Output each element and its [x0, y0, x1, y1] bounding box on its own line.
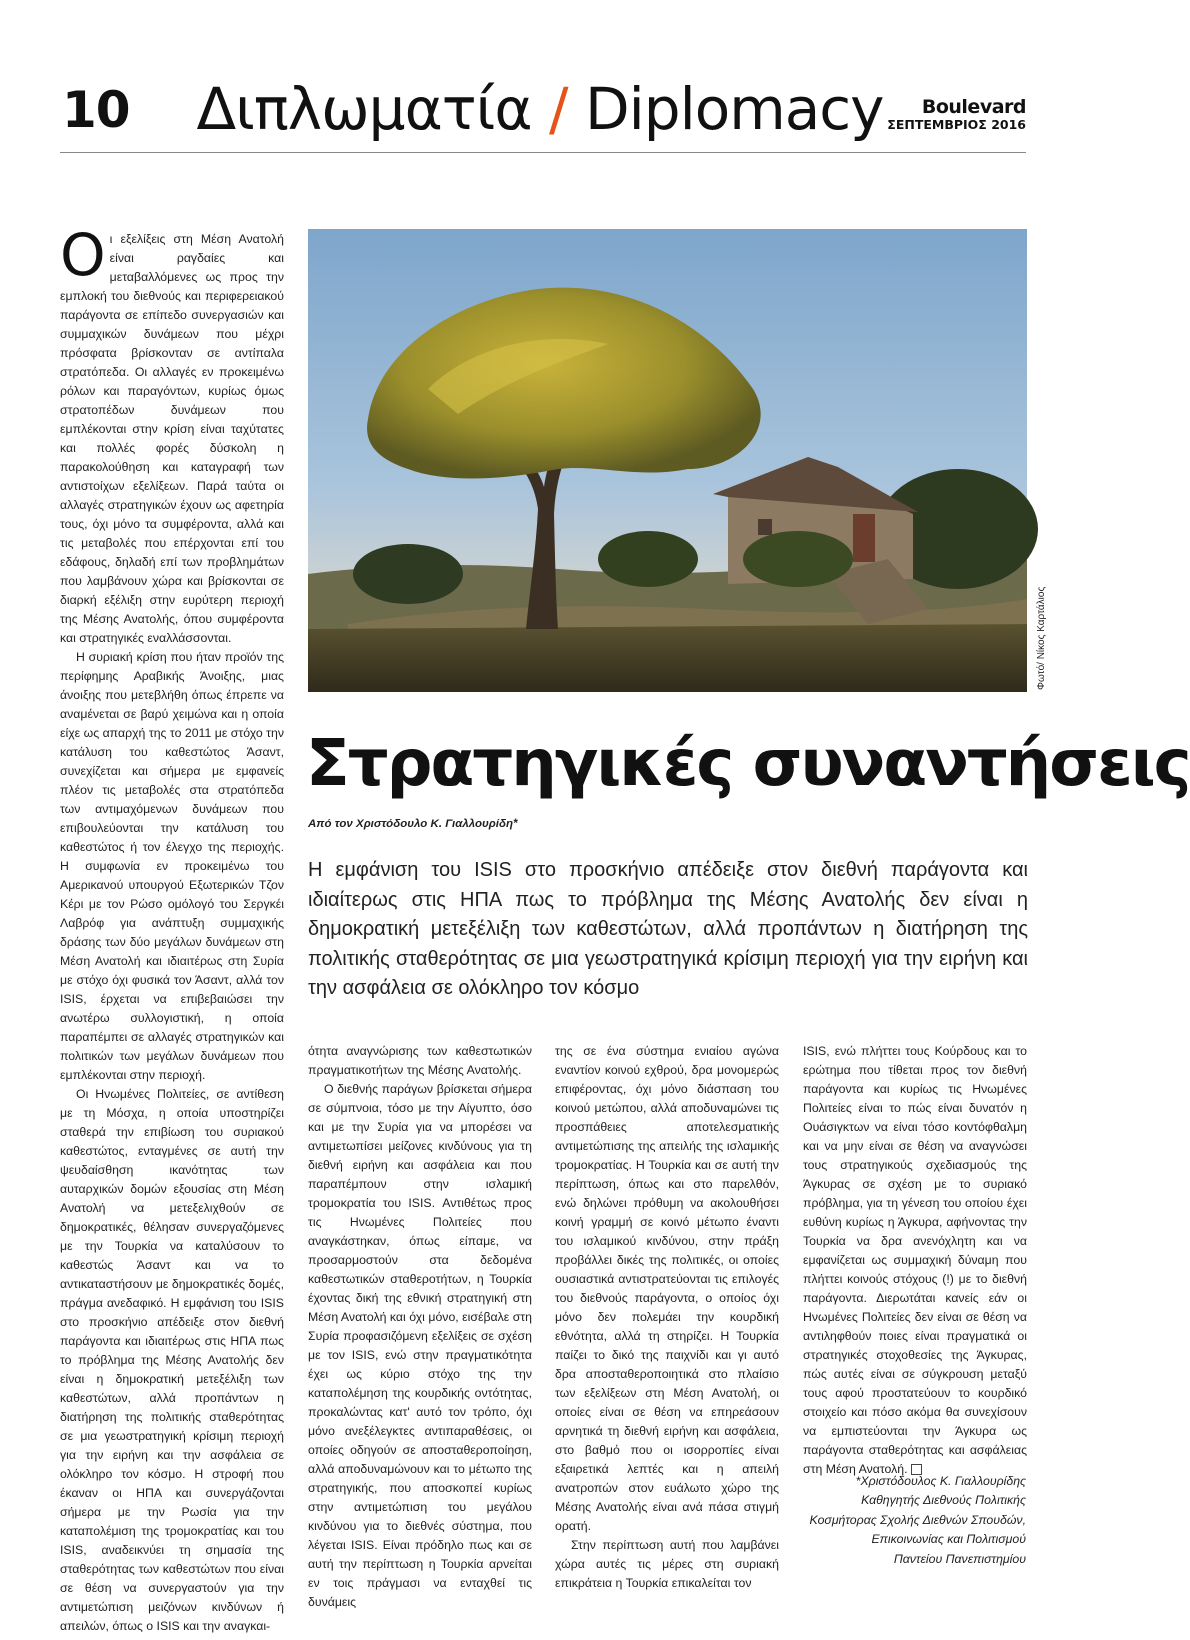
photo-credit: Φωτό/ Νίκος Καρτάλιος: [1036, 586, 1047, 690]
paragraph-text: ι εξελίξεις στη Μέση Ανατολή είναι ραγδαίες και μεταβαλλόμενες ως προς την εμπλοκή του διεθνούς και περιφερειακού παράγοντα σε επίπεδο συνεργασιών και συμμαχικών δυνάμεων που μέχρι πρόσφατα βρίσκονταν σε αντίπαλα στρατόπεδα. Οι αλλαγές εν προκειμένω ρόλων και παραγόντων, κυρίως όμως στρατοπέδων δυνάμεων που εμπλέκονται στην κρίση είναι ταχύτατες και πολλές φορές δύσκολη η παρακολούθηση και καταγραφή των αντιστοίχων εξελίξεων. Παρά ταύτα οι αλλαγές στρατηγικών έχουν ως αφετηρία τους, όχι μόνο τα συμφέροντα, αλλά και τις μεταβολές που επέρχονται επί του εδάφους, δηλαδή επί των προβλημάτων που λαμβάνουν χώρα και βρίσκονται σε διαρκή εξέλιξη στην ευρύτερη περιοχή της Μέσης Ανατολής, όπου συμφέροντα και στρατηγικές εναλλάσσονται.: [60, 232, 284, 645]
section-title-english: Diplomacy: [585, 75, 884, 143]
author-note: [780, 1472, 1026, 1569]
paragraph: της σε ένα σύστημα ενιαίου αγώνα εναντίον κοινού εχθρού, δρα μονομερώς επιφέροντας, όχι μόνο διάσπαση του κοινού μετώπου, αλλά αποδυναμώνει τις προσπάθειες αποτελεσματικής αντιμετώπισης της απειλής της ισλαμικής τρομοκρατίας. Η Τουρκία και σε αυτή την περίπτωση, όπως και στο παρελθόν, ενώ δηλώνει πρόθυμη να ακολουθήσει κοινή γραμμή σε κοινό μέτωπο έναντι του ισλαμικού κινδύνου, στην πράξη προβάλλει δικές της πολιτικές, οι οποίες ουσιαστικά αντιστρατεύονται τις επιλογές του διεθνούς παράγοντα, ο οποίος όχι μόνο δεν πολεμάει την κουρδική εθνότητα, αλλά τη στηρίζει. Η Τουρκία παίζει το δικό της παιχνίδι και γι αυτό δρα αποσταθεροποιητικά στο πλαίσιο των εξελίξεων στη Μέση Ανατολή, οι οποίες είναι σε θέση να επηρεάσουν αρνητικά τη διεθνή ειρήνη και ασφάλεια, στο βαθμό που οι ισορροπίες είναι εξαιρετικά λεπτές και η απειλή ανατροπών στον ευάλωτο χώρο της Μέσης Ανατολής είναι ανά πάσα στιγμή ορατή.: [555, 1044, 779, 1533]
author-title: Καθηγητής Διεθνούς Πολιτικής: [861, 1493, 1026, 1508]
paragraph: Ο διεθνής παράγων βρίσκεται σήμερα σε σύμπνοια, τόσο με την Αίγυπτο, όσο και με την Συρία για να μπορέσει να αντιμετωπίσει μείζονες κινδύνους για τη διεθνή ειρήνη και ασφάλεια και που παραπέμπουν στην ισλαμική τρομοκρατία του ISIS. Αντιθέτως προς τις Ηνωμένες Πολιτείες που αναγκάστηκαν, όπως είπαμε, να προσαρμοστούν στα δεδομένα καθεστωτικών σταθεροτήτων, η Τουρκία έχοντας δική της εθνική στρατηγική στη Μέση Ανατολή και όχι μόνο, εισέβαλε στη Συρία προφασιζόμενη εξελίξεις σε σχέση με τον ISIS, ενώ στην πραγματικότητα έχει ως κύριο στόχο της την καταπολέμηση της κουρδικής οντότητας, προκαλώντας κατ' αυτό τον τρόπο, όχι μόνο ανεξέλεγκτες αντιπαραθέσεις, οι οποίες οδηγούν σε αποσταθεροποίηση, αλλά αποδυναμώνουν και το μέτωπο της στρατηγικής, που αποσκοπεί κυρίως στην αντιμετώπιση του μεγάλου κινδύνου για το διεθνές σύστημα, που λέγεται ISIS. Είναι πρόδηλο πως και σε αυτή την περίπτωση η Τουρκία αρνείται εν τοις πράγμασι να ενταχθεί τις δυνάμεις: [308, 1082, 532, 1609]
author-university: Παντείου Πανεπιστημίου: [893, 1551, 1026, 1566]
issue-date: ΣΕΠΤΕΜΒΡΙΟΣ 2016: [887, 117, 1026, 132]
landscape-photo: [308, 229, 1027, 692]
paragraph: [60, 221, 284, 648]
article-photo: [308, 229, 1027, 692]
section-title-separator: /: [549, 75, 568, 143]
paragraph: ότητα αναγνώρισης των καθεστωτικών πραγματικοτήτων της Μέσης Ανατολής.: [308, 1044, 532, 1077]
paragraph: Οι Ηνωμένες Πολιτείες, σε αντίθεση με τη Μόσχα, η οποία υποστηρίζει σταθερά την επιβίωση του συριακού καθεστώτος, ενταγμένες σε αυτή την ψευδαίσθηση ικανότητας των αυταρχικών δομών εξουσίας στη Μέση Ανατολή να μετεξελιχθούν σε δημοκρατικές, θέλησαν συνεργαζόμενες με την Τουρκία να καταλύσουν το καθεστώς Άσαντ και να το αντικαταστήσουν με δημοκρατικές δομές, πράγμα ανεδαφικό. Η εμφάνιση του ISIS στο προσκήνιο απέδειξε στον διεθνή παράγοντα και ιδιαιτέρως στις ΗΠΑ πως το πρόβλημα της Μέσης Ανατολής δεν είναι η δημοκρατική μετεξέλιξη των καθεστώτων, αλλά προπάντων η διατήρηση της πολιτικής σταθερότητας σε μια γεωστρατηγική κρίσιμη περιοχή για την ειρήνη και την ασφάλεια σε ολόκληρο τον κόσμο. Η στροφή που έκαναν οι ΗΠΑ και συνεργάζονται σήμερα με την Ρωσία για την καταπολέμιση της τρομοκρατίας και του ISIS, αναδεικνύει τη σημασία της σταθερότητας των καθεστώτων που είναι σε θέση να συνεργαστούν για την αντιμετώπιση μειζόνων κινδύνων ή απειλών, όπως ο ISIS και την αναγκαι-: [60, 1087, 284, 1633]
paragraph: Στην περίπτωση αυτή που λαμβάνει χώρα αυτές τις μέρες στη συριακή επικράτεια η Τουρκία επικαλείται τον: [555, 1538, 779, 1590]
page-number: 10: [62, 81, 130, 139]
article-byline: Από τον Χριστόδουλο Κ. Γιαλλουρίδη*: [308, 818, 518, 830]
article-lead: Η εμφάνιση του ISIS στο προσκήνιο απέδειξε στον διεθνή παράγοντα και ιδιαίτερως στις ΗΠΑ πως το πρόβλημα της Μέσης Ανατολής δεν είναι η δημοκρατική μετεξέλιξη των καθεστώτων, αλλά προπάντων η διατήρηση της πολιτικής σταθερότητας σε μια γεωστρατηγικά κρίσιμη περιοχή για την ειρήνη και την ασφάλεια σε ολόκληρο τον κόσμο: [308, 859, 1028, 999]
paragraph-text: ISIS, ενώ πλήττει τους Κούρδους και το ερώτημα που τίθεται προς τον διεθνή παράγοντα και κυρίως τις Ηνωμένες Πολιτείες είναι το πώς είναι δυνατόν η Ουάσιγκτων να είναι τόσο κοντόφθαλμη και να μην είναι σε θέση να αναγνώσει τους στρατηγικούς σχεδιασμούς της Άγκυρας σε σχέση με το συριακό πρόβλημα, για τη γένεση του οποίου έχει ευθύνη κυρίως η Άγκυρα, αφήνοντας την Τουρκία να δρα ανενόχλητη και να εμφανίζεται ως συμμαχική δύναμη που πλήττει κοινούς στόχους (!) με το διεθνή παράγοντα. Διερωτάται κανείς εάν οι Ηνωμένες Πολιτείες δεν είναι σε θέση να αντιληφθούν ποιες είναι πραγματικά οι στρατηγικές στοχοθεσίες της Άγκυρας, πώς αυτές είναι σε σύγκρουση μεταξύ τους αφού προστατεύουν το κουρδικό στοιχείο και πόσο ακόμα θα συνεχίσουν να εμπιστεύονται την Άγκυρα ως παράγοντα σταθερότητας και ασφάλειας στη Μέση Ανατολή.: [803, 1044, 1027, 1476]
article-column-3: [555, 1042, 779, 1602]
article-headline: Στρατηγικές συναντήσεις: [306, 727, 1190, 801]
section-title-greek: Διπλωματία: [196, 75, 532, 143]
brand-logo: Boulevard: [921, 96, 1026, 118]
article-column-4: [803, 1042, 1027, 1476]
paragraph: [803, 1042, 1027, 1479]
article-column-1: [60, 221, 284, 1633]
header-rule: [60, 152, 1026, 153]
author-role: Κοσμήτορας Σχολής Διεθνών Σπουδών,: [809, 1512, 1026, 1527]
author-name: *Χριστόδουλος Κ. Γιαλλουρίδης: [855, 1474, 1026, 1488]
masthead: [887, 97, 1026, 132]
article-column-2: [308, 1042, 532, 1609]
drop-cap: Ο: [60, 221, 106, 289]
author-role-cont: Επικοινωνίας και Πολιτισμού: [871, 1532, 1026, 1547]
paragraph: Η συριακή κρίση που ήταν προϊόν της περίφημης Αραβικής Άνοιξης, μιας άνοιξης που μετεβλήθη όπως έπρεπε να αναμένεται σε βαρύ χειμώνα και η οποία είχε ως απαρχή της το 2011 με στόχο την κατάλυση του καθεστώτος Άσαντ, συνεχίζεται και σήμερα με εμφανείς πλέον τις μεταβολές στα στρατόπεδα των αντιμαχόμενων δυνάμεων που επιβουλεύονται την κατάλυση του καθεστώτος ή τον έλεγχο της περιοχής. Η συμφωνία εν προκειμένω του Αμερικανού υπουργού Εξωτερικών Τζον Κέρι με τον Ρώσο ομόλογό του Σεργκέι Λαβρόφ για ανάπτυξη συμμαχικής δράσης των δύο μεγάλων δυνάμεων στη Μέση Ανατολή και ιδιαιτέρως στη Συρία με στόχο όχι φυσικά τον Άσαντ, αλλά τον ISIS, έρχεται να επιβεβαιώσει την ανωτέρω συλλογιστική, η οποία παραπέμπει σε αλλαγές στρατηγικών και πολιτικών των μεγάλων δυνάμεων που εμπλέκονται στην περιοχή.: [60, 650, 284, 1082]
